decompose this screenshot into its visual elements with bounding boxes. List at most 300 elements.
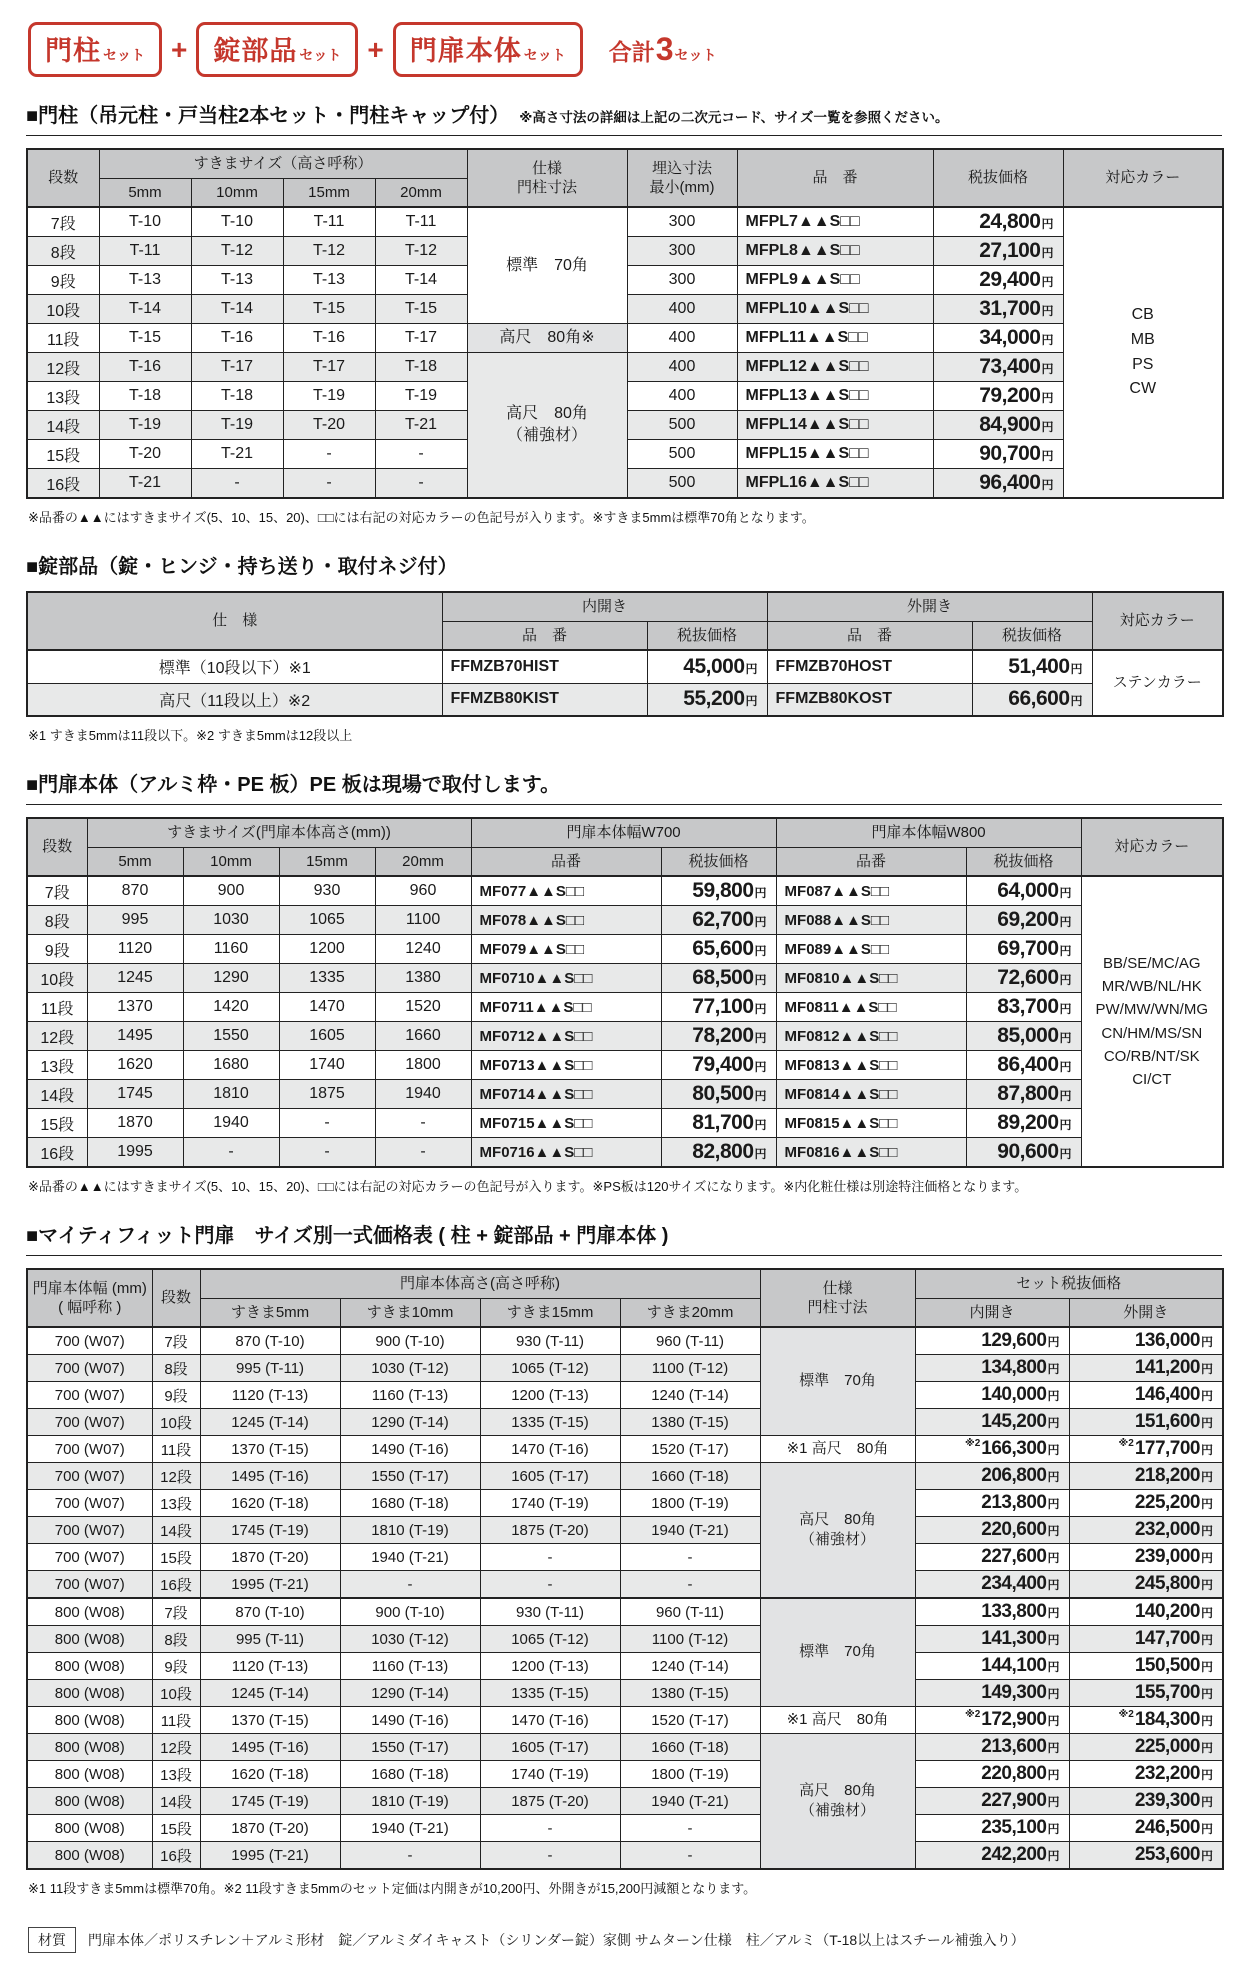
gap-size-cell: T-15 bbox=[375, 295, 467, 324]
gap-size-cell: 1940 bbox=[183, 1109, 279, 1138]
col-gap20: すきま20mm bbox=[620, 1298, 760, 1327]
dan-cell: 15段 bbox=[27, 440, 99, 469]
embed-depth-cell: 500 bbox=[627, 469, 737, 499]
dan-cell: 16段 bbox=[152, 1571, 200, 1599]
set-price-table bbox=[26, 1268, 1224, 1870]
price-cell bbox=[933, 382, 1063, 411]
height-cell: - bbox=[620, 1815, 760, 1842]
body-width-cell: 800 (W08) bbox=[27, 1761, 152, 1788]
col-body-width-line1: 門扉本体幅 (mm) bbox=[32, 1279, 147, 1297]
price-cell bbox=[933, 295, 1063, 324]
price-number: 151,600 bbox=[1134, 1411, 1200, 1432]
yen-suffix: 円 bbox=[1047, 1578, 1060, 1592]
height-cell: 1335 (T-15) bbox=[480, 1680, 620, 1707]
height-cell: 1100 (T-12) bbox=[620, 1626, 760, 1653]
yen-suffix: 円 bbox=[1047, 1389, 1060, 1403]
part-number-cell: MF0811▲▲S□□ bbox=[776, 993, 966, 1022]
price-number: 206,800 bbox=[981, 1465, 1047, 1486]
price-number: 133,800 bbox=[981, 1601, 1047, 1622]
price-number: 72,600 bbox=[997, 966, 1059, 989]
gap-size-cell: 1290 bbox=[183, 964, 279, 993]
embed-depth-cell: 300 bbox=[627, 266, 737, 295]
height-cell: 1160 (T-13) bbox=[340, 1653, 480, 1680]
col-price: 税抜価格 bbox=[972, 621, 1092, 650]
height-cell: 960 (T-11) bbox=[620, 1327, 760, 1355]
gate-body-row bbox=[27, 1138, 1223, 1168]
yen-suffix: 円 bbox=[1047, 1849, 1060, 1863]
height-cell: 1870 (T-20) bbox=[200, 1815, 340, 1842]
yen-suffix: 円 bbox=[1070, 694, 1083, 709]
yen-suffix: 円 bbox=[1059, 1118, 1072, 1132]
yen-suffix: 円 bbox=[1201, 1660, 1214, 1674]
set-price-inward-cell bbox=[915, 1355, 1069, 1382]
body-width-cell: 700 (W07) bbox=[27, 1490, 152, 1517]
yen-suffix: 円 bbox=[1201, 1551, 1214, 1565]
embed-depth-cell: 400 bbox=[627, 324, 737, 353]
yen-suffix: 円 bbox=[1201, 1416, 1214, 1430]
height-cell: - bbox=[480, 1544, 620, 1571]
plus-sign: + bbox=[171, 33, 188, 65]
col-gap-group: すきまサイズ(門扉本体高さ(mm)) bbox=[87, 818, 471, 847]
lock-parts-table bbox=[26, 591, 1224, 717]
height-cell: 1380 (T-15) bbox=[620, 1409, 760, 1436]
total-number: 3 bbox=[655, 31, 674, 67]
price-cell bbox=[647, 650, 767, 683]
yen-suffix: 円 bbox=[1047, 1768, 1060, 1782]
gap-size-cell: 1065 bbox=[279, 906, 375, 935]
section4-title bbox=[26, 1219, 1222, 1256]
yen-suffix: 円 bbox=[1201, 1497, 1214, 1511]
set-price-row bbox=[27, 1680, 1223, 1707]
gap-size-cell: T-18 bbox=[191, 382, 283, 411]
gap-size-cell: T-20 bbox=[283, 411, 375, 440]
height-cell: 1100 (T-12) bbox=[620, 1355, 760, 1382]
dan-cell: 11段 bbox=[27, 324, 99, 353]
price-number: 166,300 bbox=[981, 1438, 1047, 1459]
price-number: 79,400 bbox=[692, 1053, 754, 1076]
price-note-mark: ※2 bbox=[1118, 1438, 1134, 1449]
yen-suffix: 円 bbox=[1041, 304, 1054, 318]
gap-size-cell: T-14 bbox=[99, 295, 191, 324]
set-price-outward-cell bbox=[1069, 1517, 1223, 1544]
gap-size-cell: 870 bbox=[87, 876, 183, 906]
set-price-outward-cell bbox=[1069, 1842, 1223, 1870]
yen-suffix: 円 bbox=[1047, 1443, 1060, 1457]
section2-footnote: ※1 すきま5mmは11段以下。※2 すきま5mmは12段以上 bbox=[28, 728, 353, 743]
col-color: 対応カラー bbox=[1063, 149, 1223, 207]
price-cell bbox=[933, 411, 1063, 440]
col-dan: 段数 bbox=[27, 818, 87, 876]
set-price-inward-cell bbox=[915, 1327, 1069, 1355]
height-cell: 1940 (T-21) bbox=[620, 1788, 760, 1815]
yen-suffix: 円 bbox=[1047, 1795, 1060, 1809]
gap-size-cell: T-19 bbox=[375, 382, 467, 411]
line: （補強材） bbox=[799, 1802, 875, 1819]
col-price: 税抜価格 bbox=[966, 847, 1081, 876]
set-price-inward-cell bbox=[915, 1598, 1069, 1626]
embed-depth-cell: 400 bbox=[627, 295, 737, 324]
body-width-cell: 700 (W07) bbox=[27, 1436, 152, 1463]
gap-size-cell: T-19 bbox=[99, 411, 191, 440]
price-number: 24,800 bbox=[979, 210, 1041, 233]
height-cell: 1030 (T-12) bbox=[340, 1355, 480, 1382]
set-price-outward-cell bbox=[1069, 1463, 1223, 1490]
part-number-cell: MFPL9▲▲S□□ bbox=[737, 266, 933, 295]
price-cell bbox=[647, 683, 767, 716]
col-body-width bbox=[27, 1269, 152, 1327]
gap-size-cell: 1875 bbox=[279, 1080, 375, 1109]
price-number: 90,700 bbox=[979, 442, 1041, 465]
height-cell: 1740 (T-19) bbox=[480, 1490, 620, 1517]
price-number: 141,300 bbox=[981, 1628, 1047, 1649]
body-width-cell: 800 (W08) bbox=[27, 1626, 152, 1653]
price-number: 77,100 bbox=[692, 995, 754, 1018]
yen-suffix: 円 bbox=[754, 973, 767, 987]
body-width-cell: 800 (W08) bbox=[27, 1734, 152, 1761]
col-spec-line1: 仕様 bbox=[531, 159, 562, 177]
total-prefix: 合計 bbox=[608, 39, 655, 65]
part-number-cell: MF0814▲▲S□□ bbox=[776, 1080, 966, 1109]
part-number-cell: MFPL12▲▲S□□ bbox=[737, 353, 933, 382]
col-5mm: 5mm bbox=[87, 847, 183, 876]
price-number: 96,400 bbox=[979, 471, 1041, 494]
gap-size-cell: - bbox=[375, 469, 467, 499]
set-price-inward-cell bbox=[915, 1626, 1069, 1653]
badge-lock-parts-set bbox=[196, 22, 358, 77]
height-cell: 1335 (T-15) bbox=[480, 1409, 620, 1436]
col-spec bbox=[760, 1269, 915, 1327]
col-part-number: 品 番 bbox=[767, 621, 972, 650]
body-width-cell: 800 (W08) bbox=[27, 1842, 152, 1870]
yen-suffix: 円 bbox=[754, 1060, 767, 1074]
col-spec-line2: 門柱寸法 bbox=[807, 1299, 868, 1316]
col-part-number: 品番 bbox=[776, 847, 966, 876]
part-number-cell: MF088▲▲S□□ bbox=[776, 906, 966, 935]
set-price-inward-cell bbox=[915, 1544, 1069, 1571]
yen-suffix: 円 bbox=[1059, 1089, 1072, 1103]
gap-size-cell: T-12 bbox=[283, 237, 375, 266]
gap-size-cell: T-17 bbox=[283, 353, 375, 382]
spec-cell bbox=[467, 207, 627, 324]
gap-size-cell: 1470 bbox=[279, 993, 375, 1022]
height-cell: 1245 (T-14) bbox=[200, 1409, 340, 1436]
spec-cell: 高尺（11段以上）※2 bbox=[27, 683, 442, 716]
price-cell bbox=[966, 1109, 1081, 1138]
set-price-row bbox=[27, 1355, 1223, 1382]
gap-size-cell: 1995 bbox=[87, 1138, 183, 1168]
height-cell: 1800 (T-19) bbox=[620, 1761, 760, 1788]
dan-cell: 13段 bbox=[27, 1051, 87, 1080]
set-price-outward-cell bbox=[1069, 1327, 1223, 1355]
line: CO/RB/NT/SK bbox=[1103, 1047, 1200, 1065]
line: 高尺 80角 bbox=[506, 405, 588, 423]
line: BB/SE/MC/AG bbox=[1103, 954, 1201, 972]
part-number-cell: MFPL10▲▲S□□ bbox=[737, 295, 933, 324]
gatepost-table bbox=[26, 148, 1224, 499]
yen-suffix: 円 bbox=[754, 1002, 767, 1016]
price-number: 73,400 bbox=[979, 355, 1041, 378]
gap-size-cell: T-13 bbox=[283, 266, 375, 295]
price-number: 145,200 bbox=[981, 1411, 1047, 1432]
price-number: 235,100 bbox=[981, 1817, 1047, 1838]
section1-title bbox=[26, 99, 1222, 136]
price-cell bbox=[661, 1080, 776, 1109]
price-cell bbox=[972, 650, 1092, 683]
dan-cell: 9段 bbox=[27, 266, 99, 295]
price-number: 51,400 bbox=[1008, 654, 1070, 678]
dan-cell: 8段 bbox=[27, 237, 99, 266]
height-cell: 1940 (T-21) bbox=[620, 1517, 760, 1544]
height-cell: 1470 (T-16) bbox=[480, 1436, 620, 1463]
height-cell: 1160 (T-13) bbox=[340, 1382, 480, 1409]
height-cell: 995 (T-11) bbox=[200, 1626, 340, 1653]
gate-body-row bbox=[27, 1022, 1223, 1051]
dan-cell: 11段 bbox=[27, 993, 87, 1022]
gap-size-cell: T-15 bbox=[99, 324, 191, 353]
spec-cell bbox=[467, 353, 627, 499]
gap-size-cell: T-18 bbox=[99, 382, 191, 411]
part-number-cell: MFPL8▲▲S□□ bbox=[737, 237, 933, 266]
dan-cell: 15段 bbox=[152, 1815, 200, 1842]
part-number-cell: MF0714▲▲S□□ bbox=[471, 1080, 661, 1109]
dan-cell: 8段 bbox=[152, 1355, 200, 1382]
gap-size-cell: 995 bbox=[87, 906, 183, 935]
col-gap-group: すきまサイズ（高さ呼称） bbox=[99, 149, 467, 178]
set-price-inward-cell bbox=[915, 1571, 1069, 1599]
set-price-outward-cell bbox=[1069, 1707, 1223, 1734]
line: ステンカラー bbox=[1112, 674, 1202, 692]
yen-suffix: 円 bbox=[1047, 1714, 1060, 1728]
price-number: 225,000 bbox=[1134, 1736, 1200, 1757]
yen-suffix: 円 bbox=[1201, 1633, 1214, 1647]
height-cell: - bbox=[480, 1571, 620, 1599]
height-cell: 995 (T-11) bbox=[200, 1355, 340, 1382]
line: 標準 70角 bbox=[799, 1372, 876, 1390]
yen-suffix: 円 bbox=[1201, 1768, 1214, 1782]
price-number: 245,800 bbox=[1134, 1573, 1200, 1594]
col-outward-group: 外開き bbox=[767, 592, 1092, 621]
set-price-inward-cell bbox=[915, 1680, 1069, 1707]
height-cell: 1380 (T-15) bbox=[620, 1680, 760, 1707]
dan-cell: 13段 bbox=[27, 382, 99, 411]
price-cell bbox=[933, 237, 1063, 266]
price-number: 69,700 bbox=[997, 937, 1059, 960]
line: CB bbox=[1131, 305, 1154, 323]
set-price-outward-cell bbox=[1069, 1436, 1223, 1463]
line: （補強材） bbox=[799, 1531, 875, 1548]
height-cell: 1200 (T-13) bbox=[480, 1382, 620, 1409]
section3-title bbox=[26, 768, 1222, 805]
yen-suffix: 円 bbox=[754, 886, 767, 900]
badge-label: 門柱 bbox=[45, 36, 101, 66]
gap-size-cell: 1745 bbox=[87, 1080, 183, 1109]
price-number: 27,100 bbox=[979, 239, 1041, 262]
yen-suffix: 円 bbox=[754, 944, 767, 958]
height-cell: 1030 (T-12) bbox=[340, 1626, 480, 1653]
price-number: 147,700 bbox=[1134, 1628, 1200, 1649]
part-number-cell: MFPL11▲▲S□□ bbox=[737, 324, 933, 353]
price-number: 68,500 bbox=[692, 966, 754, 989]
yen-suffix: 円 bbox=[1047, 1335, 1060, 1349]
price-number: 80,500 bbox=[692, 1082, 754, 1105]
price-number: 85,000 bbox=[997, 1024, 1059, 1047]
body-width-cell: 700 (W07) bbox=[27, 1571, 152, 1599]
yen-suffix: 円 bbox=[1070, 661, 1083, 676]
price-number: 225,200 bbox=[1134, 1492, 1200, 1513]
dan-cell: 11段 bbox=[152, 1436, 200, 1463]
body-width-cell: 700 (W07) bbox=[27, 1382, 152, 1409]
set-price-outward-cell bbox=[1069, 1653, 1223, 1680]
set-price-table-header bbox=[27, 1269, 1223, 1327]
col-gap10: すきま10mm bbox=[340, 1298, 480, 1327]
price-number: 45,000 bbox=[683, 654, 745, 678]
set-price-row bbox=[27, 1626, 1223, 1653]
price-number: 64,000 bbox=[997, 879, 1059, 902]
body-width-cell: 800 (W08) bbox=[27, 1598, 152, 1626]
gap-size-cell: T-17 bbox=[191, 353, 283, 382]
line: 高尺 80角 bbox=[799, 1510, 876, 1528]
price-number: 62,700 bbox=[692, 908, 754, 931]
gatepost-row bbox=[27, 207, 1223, 237]
gap-size-cell: 1160 bbox=[183, 935, 279, 964]
set-price-outward-cell bbox=[1069, 1626, 1223, 1653]
price-number: 220,800 bbox=[981, 1763, 1047, 1784]
price-number: 55,200 bbox=[683, 687, 745, 711]
height-cell: 1370 (T-15) bbox=[200, 1436, 340, 1463]
badge-sub-label: セット bbox=[523, 47, 566, 63]
height-cell: 1290 (T-14) bbox=[340, 1409, 480, 1436]
yen-suffix: 円 bbox=[1059, 915, 1072, 929]
yen-suffix: 円 bbox=[1047, 1606, 1060, 1620]
gate-body-row bbox=[27, 935, 1223, 964]
dan-cell: 12段 bbox=[27, 1022, 87, 1051]
gap-size-cell: T-11 bbox=[99, 237, 191, 266]
lock-parts-row bbox=[27, 650, 1223, 683]
col-w700-group: 門扉本体幅W700 bbox=[471, 818, 776, 847]
gap-size-cell: 1660 bbox=[375, 1022, 471, 1051]
yen-suffix: 円 bbox=[754, 1118, 767, 1132]
col-part-number: 品 番 bbox=[737, 149, 933, 207]
set-price-outward-cell bbox=[1069, 1734, 1223, 1761]
section2-title bbox=[26, 550, 1222, 579]
gap-size-cell: 1380 bbox=[375, 964, 471, 993]
price-number: 234,400 bbox=[981, 1573, 1047, 1594]
dan-cell: 15段 bbox=[27, 1109, 87, 1138]
dan-cell: 13段 bbox=[152, 1761, 200, 1788]
price-number: 136,000 bbox=[1134, 1330, 1200, 1351]
set-price-outward-cell bbox=[1069, 1788, 1223, 1815]
set-price-row bbox=[27, 1571, 1223, 1599]
price-number: 140,000 bbox=[981, 1384, 1047, 1405]
set-price-row bbox=[27, 1517, 1223, 1544]
price-number: 79,200 bbox=[979, 384, 1041, 407]
gap-size-cell: - bbox=[375, 1138, 471, 1168]
set-price-row bbox=[27, 1463, 1223, 1490]
gatepost-row bbox=[27, 324, 1223, 353]
price-number: 246,500 bbox=[1134, 1817, 1200, 1838]
height-cell: 1680 (T-18) bbox=[340, 1761, 480, 1788]
set-price-outward-cell bbox=[1069, 1490, 1223, 1517]
gap-size-cell: T-13 bbox=[99, 266, 191, 295]
part-number-cell: MF0716▲▲S□□ bbox=[471, 1138, 661, 1168]
dan-cell: 10段 bbox=[152, 1409, 200, 1436]
height-cell: 1605 (T-17) bbox=[480, 1734, 620, 1761]
yen-suffix: 円 bbox=[754, 1089, 767, 1103]
height-cell: 1470 (T-16) bbox=[480, 1707, 620, 1734]
yen-suffix: 円 bbox=[1201, 1524, 1214, 1538]
price-number: 87,800 bbox=[997, 1082, 1059, 1105]
height-cell: 1810 (T-19) bbox=[340, 1517, 480, 1544]
dan-cell: 7段 bbox=[152, 1598, 200, 1626]
height-cell: 930 (T-11) bbox=[480, 1327, 620, 1355]
set-price-row bbox=[27, 1327, 1223, 1355]
price-number: 184,300 bbox=[1134, 1709, 1200, 1730]
material-label: 材質 bbox=[28, 1927, 76, 1953]
gap-size-cell: 1200 bbox=[279, 935, 375, 964]
dan-cell: 8段 bbox=[27, 906, 87, 935]
material-text: 門扉本体／ポリスチレン＋アルミ形材 錠／アルミダイキャスト（シリンダー錠）家側 サムターン仕様 柱／アルミ（T-18以上はスチール補強入り） bbox=[88, 1932, 1025, 1948]
part-number-cell: MFPL13▲▲S□□ bbox=[737, 382, 933, 411]
height-cell: - bbox=[340, 1571, 480, 1599]
gap-size-cell: 1240 bbox=[375, 935, 471, 964]
body-width-cell: 700 (W07) bbox=[27, 1544, 152, 1571]
line: CN/HM/MS/SN bbox=[1101, 1024, 1203, 1042]
price-cell bbox=[972, 683, 1092, 716]
gap-size-cell: 1420 bbox=[183, 993, 279, 1022]
price-number: 218,200 bbox=[1134, 1465, 1200, 1486]
price-cell bbox=[966, 1138, 1081, 1168]
col-color: 対応カラー bbox=[1092, 592, 1223, 650]
body-width-cell: 800 (W08) bbox=[27, 1707, 152, 1734]
height-cell: 1495 (T-16) bbox=[200, 1463, 340, 1490]
gap-size-cell: 1620 bbox=[87, 1051, 183, 1080]
price-number: 141,200 bbox=[1134, 1357, 1200, 1378]
gatepost-table-header bbox=[27, 149, 1223, 207]
price-number: 89,200 bbox=[997, 1111, 1059, 1134]
gap-size-cell: T-17 bbox=[375, 324, 467, 353]
set-price-row bbox=[27, 1598, 1223, 1626]
gap-size-cell: 1550 bbox=[183, 1022, 279, 1051]
set-price-outward-cell bbox=[1069, 1598, 1223, 1626]
gap-size-cell: 900 bbox=[183, 876, 279, 906]
line: 標準 70角 bbox=[506, 256, 588, 274]
height-cell: 870 (T-10) bbox=[200, 1327, 340, 1355]
spec-cell bbox=[760, 1327, 915, 1436]
part-number-cell: FFMZB70HIST bbox=[442, 650, 647, 683]
height-cell: 1605 (T-17) bbox=[480, 1463, 620, 1490]
price-number: 29,400 bbox=[979, 268, 1041, 291]
height-cell: 1660 (T-18) bbox=[620, 1463, 760, 1490]
price-number: 239,000 bbox=[1134, 1546, 1200, 1567]
price-cell bbox=[933, 469, 1063, 499]
section4-title-text: ■マイティフィット門扉 サイズ別一式価格表 ( 柱 + 錠部品 + 門扉本体 ) bbox=[26, 1225, 669, 1247]
height-cell: 1550 (T-17) bbox=[340, 1463, 480, 1490]
yen-suffix: 円 bbox=[1201, 1470, 1214, 1484]
body-width-cell: 700 (W07) bbox=[27, 1517, 152, 1544]
yen-suffix: 円 bbox=[745, 661, 758, 676]
yen-suffix: 円 bbox=[1041, 478, 1054, 492]
dan-cell: 12段 bbox=[152, 1463, 200, 1490]
price-number: 213,600 bbox=[981, 1736, 1047, 1757]
price-cell bbox=[661, 876, 776, 906]
dan-cell: 7段 bbox=[27, 207, 99, 237]
spec-cell bbox=[760, 1463, 915, 1599]
part-number-cell: MF078▲▲S□□ bbox=[471, 906, 661, 935]
height-cell: - bbox=[620, 1571, 760, 1599]
body-width-cell: 800 (W08) bbox=[27, 1788, 152, 1815]
plus-sign: + bbox=[367, 33, 384, 65]
yen-suffix: 円 bbox=[1201, 1822, 1214, 1836]
